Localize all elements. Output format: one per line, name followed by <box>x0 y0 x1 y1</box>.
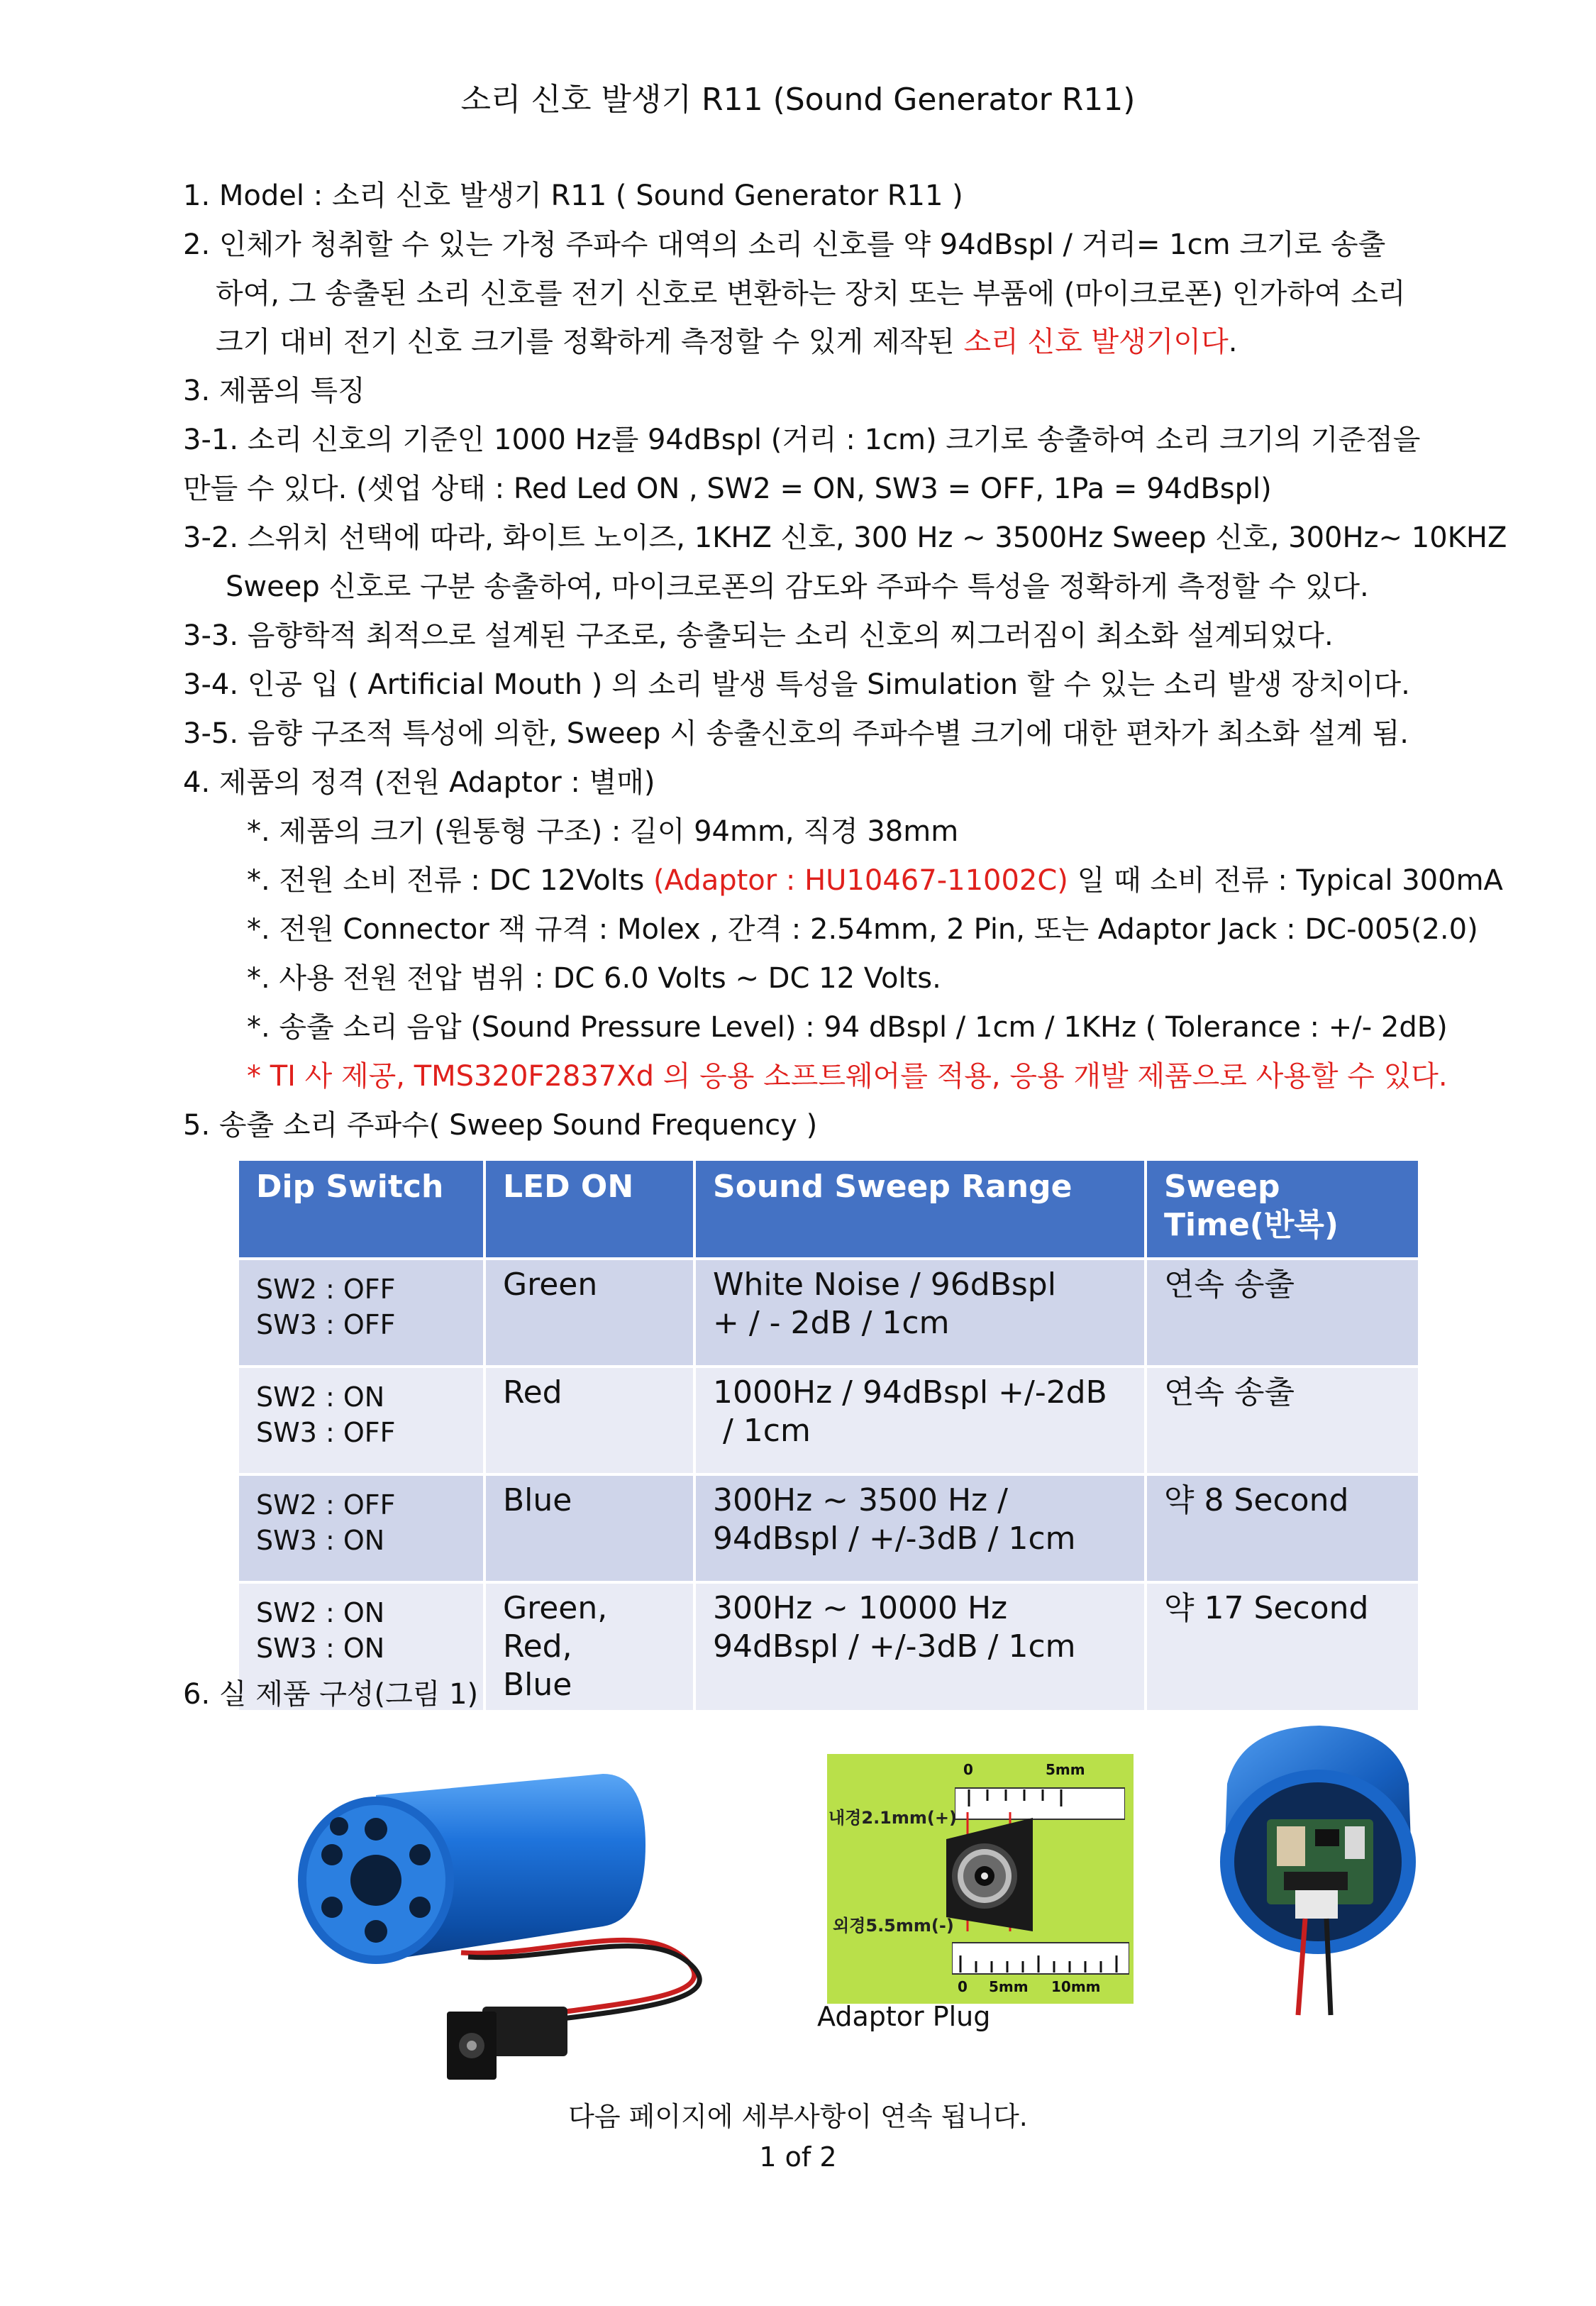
rating-connector: *. 전원 Connector 잭 규격 : Molex , 간격 : 2.54mm, 2 Pin, 또는 Adaptor Jack : DC-005(2.0) <box>247 913 1478 946</box>
dip-switch-cell <box>238 1259 484 1367</box>
adaptor-model: (Adaptor : HU10467-11002C) <box>653 864 1068 897</box>
header-time: Time(반복) <box>1164 1207 1339 1243</box>
table-row <box>238 1474 1419 1582</box>
ruler-bottom-10mm: 10mm <box>1051 1978 1101 1995</box>
product-photo-cylinder <box>248 1767 745 2100</box>
inner-diameter-label: 내경2.1mm(+) <box>829 1808 957 1828</box>
time-cell: 약 17 Second <box>1146 1582 1419 1711</box>
description-line-2: 하여, 그 송출된 소리 신호를 전기 신호로 변환하는 장치 또는 부품에 (마이크로폰) 인가하여 소리 <box>216 277 1406 310</box>
feature-3-2-line-2: Sweep 신호로 구분 송출하여, 마이크로폰의 감도와 주파수 특성을 정확하게 측정할 수 있다. <box>226 570 1369 603</box>
sw3-state: SW3 : ON <box>256 1525 385 1556</box>
outer-diameter-label: 외경5.5mm(-) <box>833 1916 954 1936</box>
time-cell: 연속 송출 <box>1146 1259 1419 1367</box>
dip-switch-cell <box>238 1367 484 1474</box>
ruler-top-5mm: 5mm <box>1046 1761 1085 1778</box>
table-row <box>238 1259 1419 1367</box>
features-heading: 3. 제품의 특징 <box>183 375 365 407</box>
product-photo-end-view <box>1199 1720 1433 2018</box>
description-line-3 <box>216 322 1237 362</box>
range-line-1: 300Hz ~ 3500 Hz / <box>713 1482 1008 1518</box>
description-text: 크기 대비 전기 신호 크기를 정확하게 측정할 수 있게 제작된 <box>216 326 964 358</box>
rating-current <box>247 861 1503 900</box>
sweep-frequency-table <box>236 1158 1421 1713</box>
rating-current-tail: 일 때 소비 전류 : Typical 300mA <box>1068 864 1503 897</box>
led-cell <box>484 1582 694 1711</box>
product-config-heading: 6. 실 제품 구성(그림 1) <box>183 1678 479 1711</box>
range-line-2: + / - 2dB / 1cm <box>713 1305 950 1341</box>
page-number: 1 of 2 <box>759 2141 837 2173</box>
description-period: . <box>1228 326 1238 358</box>
adaptor-plug-figure <box>827 1754 1134 2004</box>
header-sweep-time <box>1146 1159 1419 1259</box>
sw3-state: SW3 : OFF <box>256 1417 396 1448</box>
range-cell <box>694 1474 1146 1582</box>
description-line-1: 2. 인체가 청취할 수 있는 가청 주파수 대역의 소리 신호를 약 94dBspl / 거리= 1cm 크기로 송출 <box>183 228 1386 261</box>
feature-3-2-line-1: 3-2. 스위치 선택에 따라, 화이트 노이즈, 1KHZ 신호, 300 Hz ~ 3500Hz Sweep 신호, 300Hz~ 10KHZ <box>183 522 1507 554</box>
rating-size: *. 제품의 크기 (원통형 구조) : 길이 94mm, 직경 38mm <box>247 815 959 848</box>
led-line-1: Green, Red, <box>503 1590 608 1665</box>
sw2-state: SW2 : ON <box>256 1597 385 1628</box>
feature-3-1-line-1: 3-1. 소리 신호의 기준인 1000 Hz를 94dBspl (거리 : 1cm) 크기로 송출하여 소리 크기의 기준점을 <box>183 424 1421 456</box>
led-cell: Red <box>484 1367 694 1474</box>
sw3-state: SW3 : OFF <box>256 1309 396 1340</box>
sw2-state: SW2 : OFF <box>256 1274 396 1305</box>
ruler-top-zero: 0 <box>963 1761 973 1778</box>
feature-3-1-line-2: 만들 수 있다. (셋업 상태 : Red Led ON , SW2 = ON, SW3 = OFF, 1Pa = 94dBspl) <box>183 473 1272 505</box>
table-header-row <box>238 1159 1419 1259</box>
continue-note: 다음 페이지에 세부사항이 연속 됩니다. <box>568 2101 1028 2132</box>
rating-current-text: *. 전원 소비 전류 : DC 12Volts <box>247 864 654 897</box>
sw2-state: SW2 : OFF <box>256 1489 396 1521</box>
time-cell: 연속 송출 <box>1146 1367 1419 1474</box>
model-line: 1. Model : 소리 신호 발생기 R11 ( Sound Generator R11 ) <box>183 180 963 212</box>
header-dip-switch: Dip Switch <box>238 1159 484 1259</box>
feature-3-5: 3-5. 음향 구조적 특성에 의한, Sweep 시 송출신호의 주파수별 크기에 대한 편차가 최소화 설계 됨. <box>183 717 1409 750</box>
adaptor-plug-caption: Adaptor Plug <box>817 2001 991 2032</box>
sw2-state: SW2 : ON <box>256 1381 385 1413</box>
sw3-state: SW3 : ON <box>256 1633 385 1664</box>
product-highlight: 소리 신호 발생기이다 <box>963 326 1229 358</box>
range-cell <box>694 1582 1146 1711</box>
range-line-2: 94dBspl / +/-3dB / 1cm <box>713 1521 1076 1557</box>
time-cell: 약 8 Second <box>1146 1474 1419 1582</box>
rating-voltage: *. 사용 전원 전압 범위 : DC 6.0 Volts ~ DC 12 Volts. <box>247 962 941 995</box>
rating-spl: *. 송출 소리 음압 (Sound Pressure Level) : 94 dBspl / 1cm / 1KHz ( Tolerance : +/- 2dB) <box>247 1011 1448 1044</box>
header-sound-sweep-range: Sound Sweep Range <box>694 1159 1146 1259</box>
ruler-bottom-zero: 0 <box>958 1978 968 1995</box>
frequency-heading: 5. 송출 소리 주파수( Sweep Sound Frequency ) <box>183 1109 818 1142</box>
range-line-2: / 1cm <box>713 1413 811 1449</box>
led-cell: Blue <box>484 1474 694 1582</box>
feature-3-3: 3-3. 음향학적 최적으로 설계된 구조로, 송출되는 소리 신호의 찌그러짐이 최소화 설계되었다. <box>183 619 1334 652</box>
dip-switch-cell <box>238 1474 484 1582</box>
ruler-bottom <box>952 1940 1129 2004</box>
table-row <box>238 1367 1419 1474</box>
rating-heading: 4. 제품의 정격 (전원 Adaptor : 별매) <box>183 766 655 799</box>
header-sweep: Sweep <box>1164 1169 1280 1205</box>
range-line-1: 300Hz ~ 10000 Hz <box>713 1590 1008 1626</box>
range-line-2: 94dBspl / +/-3dB / 1cm <box>713 1628 1076 1665</box>
ti-note: * TI 사 제공, TMS320F2837Xd 의 응용 소프트웨어를 적용, 응용 개발 제품으로 사용할 수 있다. <box>247 1060 1448 1093</box>
led-cell: Green <box>484 1259 694 1367</box>
page-title: 소리 신호 발생기 R11 (Sound Generator R11) <box>460 82 1136 118</box>
ruler-bottom-5mm: 5mm <box>989 1978 1029 1995</box>
feature-3-4: 3-4. 인공 입 ( Artificial Mouth ) 의 소리 발생 특성을 Simulation 할 수 있는 소리 발생 장치이다. <box>183 668 1410 701</box>
range-line-1: White Noise / 96dBspl <box>713 1267 1056 1303</box>
range-cell <box>694 1259 1146 1367</box>
range-line-1: 1000Hz / 94dBspl +/-2dB <box>713 1374 1107 1411</box>
header-led-on: LED ON <box>484 1159 694 1259</box>
led-line-2: Blue <box>503 1667 572 1703</box>
range-cell <box>694 1367 1146 1474</box>
